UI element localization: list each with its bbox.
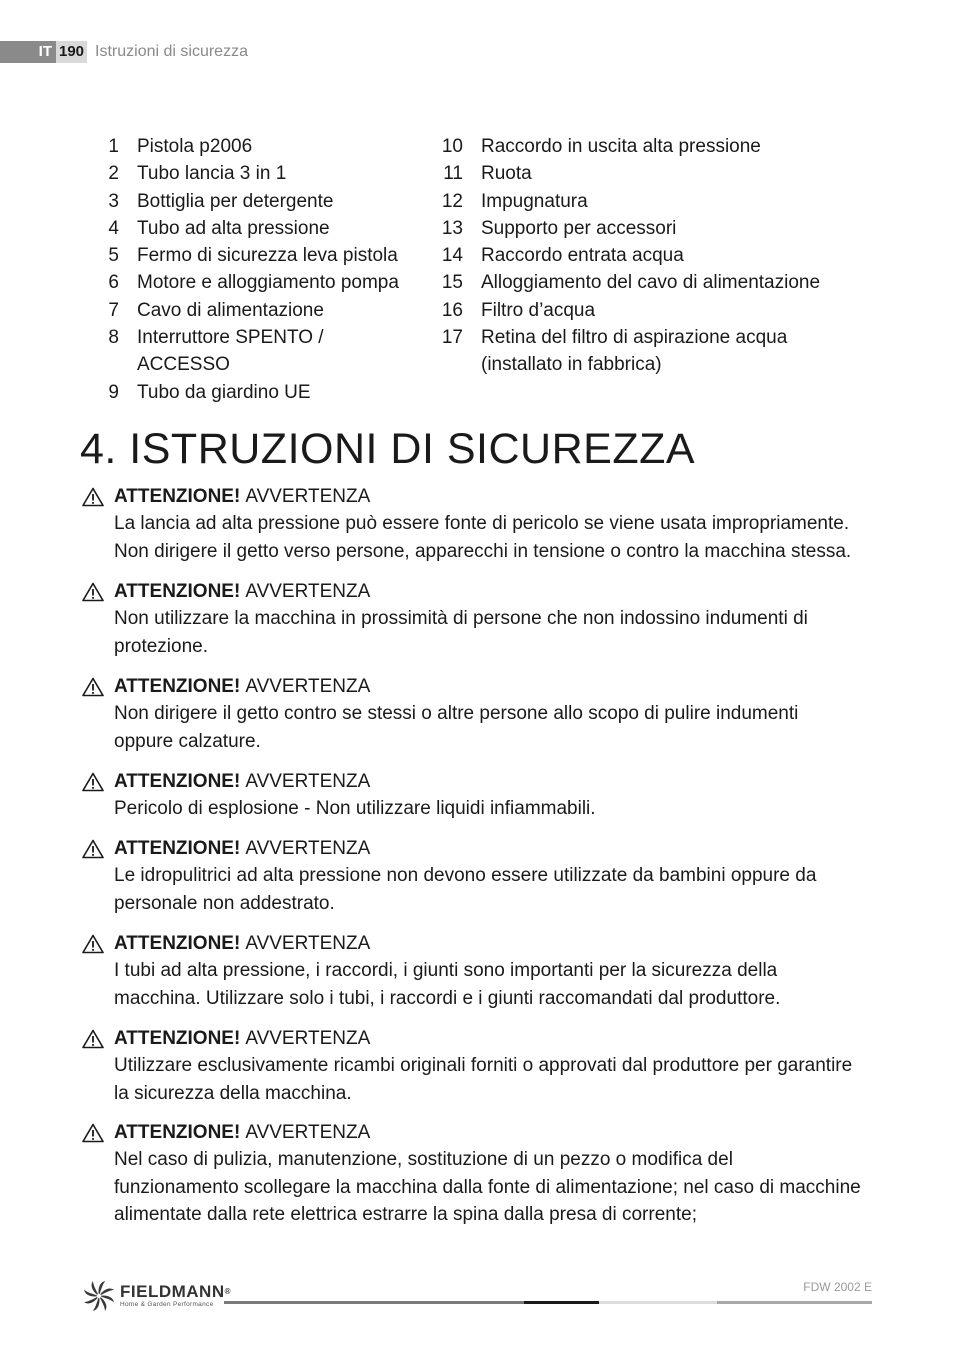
part-label: Ruota: [481, 163, 532, 185]
list-item: [100, 379, 420, 406]
part-number: 1: [108, 136, 119, 157]
list-item: [100, 188, 420, 215]
part-label: Raccordo in uscita alta pressione: [481, 136, 761, 157]
list-item: [440, 215, 870, 242]
warning-text: Utilizzare esclusivamente ricambi originali forniti o approvati dal produttore per garantire la sicurezza della macchina.: [114, 1055, 853, 1104]
part-number: 7: [108, 299, 119, 321]
warning-text: Non dirigere il getto contro se stessi o altre persone allo scopo di pulire indumenti oppure calzature.: [114, 703, 799, 752]
part-label: Raccordo entrata acqua: [481, 245, 684, 267]
part-label: Motore e alloggiamento pompa: [137, 272, 399, 294]
warning-strong: ATTENZIONE!: [114, 581, 241, 602]
list-item: [440, 269, 870, 296]
footer-rule: [524, 1301, 599, 1304]
warning-triangle-icon: [82, 487, 104, 507]
warning-block: [82, 768, 862, 823]
part-label: Impugnatura: [481, 190, 588, 212]
part-number: 13: [441, 217, 463, 239]
part-label: Pistola p2006: [137, 136, 253, 157]
list-item: [440, 188, 870, 215]
list-item: [440, 242, 870, 269]
part-number: 14: [441, 245, 463, 267]
warning-triangle-icon: [82, 677, 104, 697]
warning-triangle-icon: [82, 772, 104, 792]
fieldmann-fan-icon: [82, 1279, 116, 1313]
footer-rule: [717, 1301, 872, 1304]
part-number: 12: [441, 190, 463, 212]
part-label: Interruttore SPENTO / ACCESSO: [137, 327, 324, 376]
warning-block: [82, 930, 862, 1012]
warning-block: [82, 835, 862, 917]
warning-heading: [82, 578, 862, 605]
list-item: [440, 160, 870, 187]
part-label: Bottiglia per detergente: [137, 190, 334, 212]
warning-block: [82, 1025, 862, 1107]
part-number: 15: [441, 272, 463, 294]
warning-triangle-icon: [82, 1029, 104, 1049]
list-item: [440, 297, 870, 324]
warning-block: [82, 578, 862, 660]
part-number: 11: [443, 163, 463, 185]
list-item: [100, 324, 420, 379]
footer-rule: [224, 1301, 524, 1304]
part-number: 6: [108, 272, 119, 294]
warning-block: [82, 1119, 862, 1228]
brand-logo: [82, 1279, 231, 1313]
warning-heading: [82, 930, 862, 957]
part-label: Tubo lancia 3 in 1: [137, 163, 287, 185]
part-label: Filtro d’acqua: [481, 299, 596, 321]
list-item: [100, 297, 420, 324]
warning-label: AVVERTENZA: [245, 676, 371, 697]
warning-text: I tubi ad alta pressione, i raccordi, i giunti sono importanti per la sicurezza della macchina. Utilizzare solo i tubi, i raccordi e i giunti raccomandati dal produttore.: [114, 960, 781, 1009]
warning-strong: ATTENZIONE!: [114, 933, 241, 954]
warning-label: AVVERTENZA: [245, 486, 371, 507]
warning-text: Le idropulitrici ad alta pressione non devono essere utilizzate da bambini oppure da personale non addestrato.: [114, 865, 817, 914]
warning-text: Non utilizzare la macchina in prossimità di persone che non indossino indumenti di protezione.: [114, 608, 808, 657]
brand-name-row: [120, 1283, 231, 1301]
list-item: [100, 269, 420, 296]
list-item: [100, 215, 420, 242]
part-number: 8: [108, 327, 119, 349]
warning-triangle-icon: [82, 1123, 104, 1143]
warning-triangle-icon: [82, 582, 104, 602]
part-number: 3: [108, 190, 119, 212]
warning-triangle-icon: [82, 934, 104, 954]
part-number: 2: [108, 163, 119, 185]
warning-block: [82, 483, 862, 565]
part-number: 9: [108, 381, 119, 403]
list-item: [440, 133, 870, 160]
parts-column-left: [100, 133, 420, 406]
list-item: [100, 160, 420, 187]
part-label: Supporto per accessori: [481, 217, 677, 239]
warning-heading: [82, 483, 862, 510]
section-title: 4. ISTRUZIONI DI SICUREZZA: [80, 425, 696, 473]
warning-text: Nel caso di pulizia, manutenzione, sostituzione di un pezzo o modifica del funzionamento scollegare la macchina dalla fonte di alimentazione; nel caso di macchine alimentate dalla rete elettrica estrarre la spina dalla presa di corrente;: [114, 1149, 861, 1225]
brand-name: FIELDMANN: [120, 1282, 225, 1301]
warning-strong: ATTENZIONE!: [114, 1028, 241, 1049]
language-tab: IT: [0, 41, 56, 63]
warning-heading: [82, 1119, 862, 1146]
warning-strong: ATTENZIONE!: [114, 486, 241, 507]
warning-label: AVVERTENZA: [245, 771, 371, 792]
warning-heading: [82, 1025, 862, 1052]
part-label: Fermo di sicurezza leva pistola: [137, 245, 398, 267]
part-number: 5: [108, 245, 119, 267]
part-number: 17: [441, 327, 463, 349]
warning-text: Pericolo di esplosione - Non utilizzare liquidi infiammabili.: [114, 798, 596, 820]
brand-text: [120, 1283, 231, 1309]
warning-label: AVVERTENZA: [245, 1122, 371, 1143]
part-number: 4: [108, 217, 119, 239]
page-header: [0, 41, 248, 63]
warning-strong: ATTENZIONE!: [114, 676, 241, 697]
parts-column-right: [440, 133, 870, 379]
list-item: [440, 324, 870, 379]
part-label: Tubo ad alta pressione: [137, 217, 330, 239]
model-number: FDW 2002 E: [803, 1280, 872, 1294]
warning-heading: [82, 835, 862, 862]
footer-rule: [599, 1301, 717, 1304]
warning-strong: ATTENZIONE!: [114, 838, 241, 859]
warning-label: AVVERTENZA: [245, 581, 371, 602]
list-item: [100, 133, 420, 160]
brand-tagline: Home & Garden Performance: [120, 1301, 214, 1308]
part-number: 10: [441, 136, 463, 157]
warning-strong: ATTENZIONE!: [114, 1122, 241, 1143]
warning-label: AVVERTENZA: [245, 838, 371, 859]
header-section-title: Istruzioni di sicurezza: [95, 43, 248, 60]
part-label: Tubo da giardino UE: [137, 381, 311, 403]
trademark-symbol: ®: [224, 1287, 232, 1296]
warning-block: [82, 673, 862, 755]
warning-heading: [82, 768, 862, 795]
part-label: Cavo di alimentazione: [137, 299, 324, 321]
page-number: 190: [56, 41, 87, 63]
warning-strong: ATTENZIONE!: [114, 771, 241, 792]
part-label: Alloggiamento del cavo di alimentazione: [481, 272, 821, 294]
warning-label: AVVERTENZA: [245, 933, 371, 954]
part-number: 16: [441, 299, 463, 321]
warning-heading: [82, 673, 862, 700]
part-label: Retina del filtro di aspirazione acqua (installato in fabbrica): [481, 327, 788, 376]
warning-text: La lancia ad alta pressione può essere fonte di pericolo se viene usata impropriamente. Non dirigere il getto verso persone, apparecchi in tensione o contro la macchina stessa.: [114, 513, 852, 562]
warning-label: AVVERTENZA: [245, 1028, 371, 1049]
list-item: [100, 242, 420, 269]
warning-triangle-icon: [82, 839, 104, 859]
